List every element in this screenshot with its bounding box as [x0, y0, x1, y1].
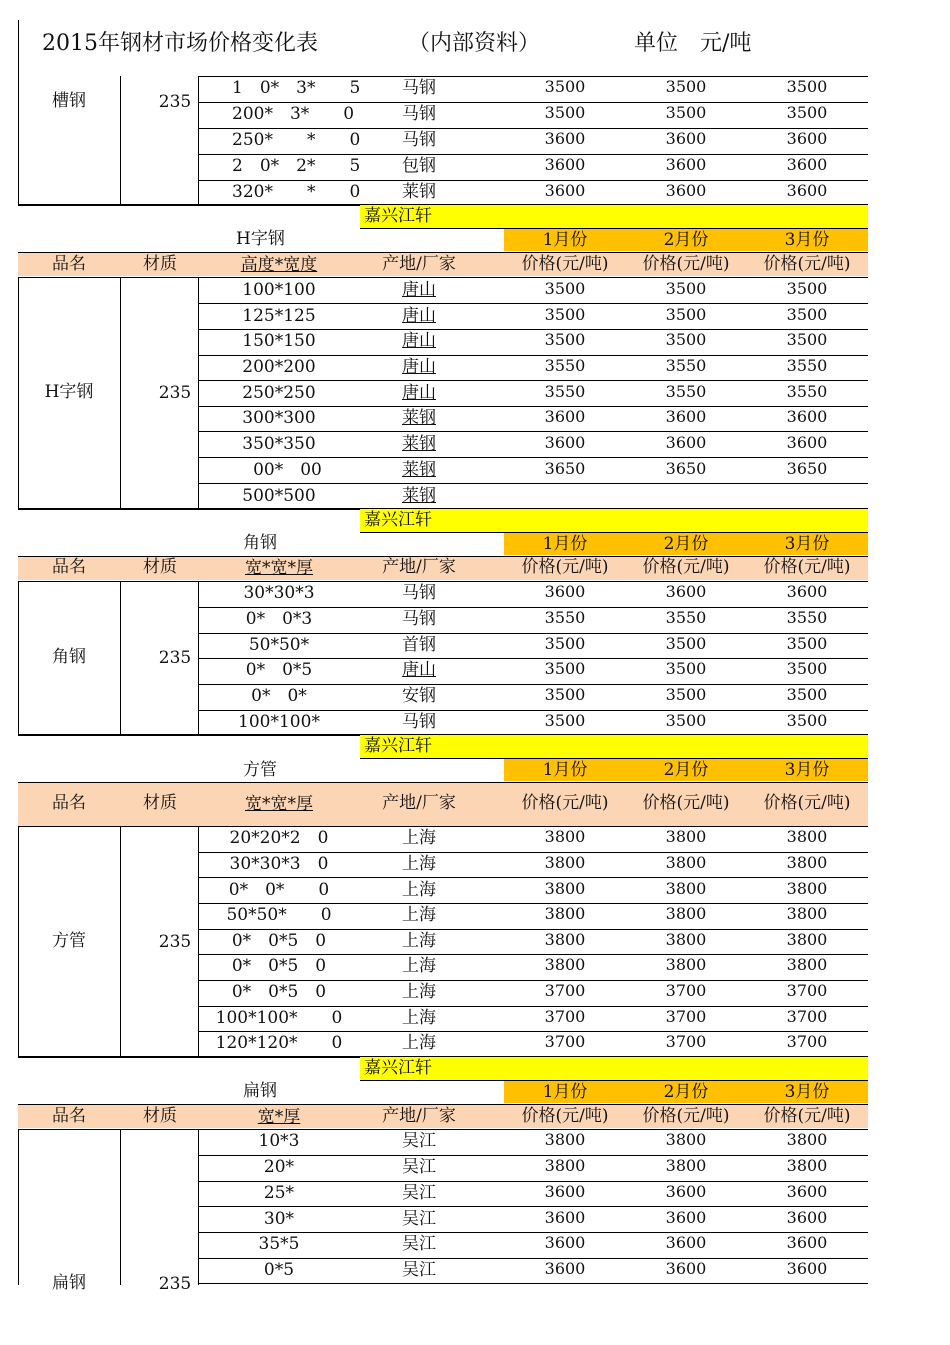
- month-label: 1月份: [542, 534, 588, 554]
- grid-line: [198, 1206, 868, 1207]
- price-cell-month-2: 3800: [665, 827, 707, 846]
- spec-cell: 0*5: [263, 1260, 295, 1280]
- spec-cell: 150*150: [242, 331, 316, 351]
- month-label: 1月份: [542, 760, 588, 780]
- price-cell-month-3: 3600: [786, 1208, 828, 1227]
- origin-cell: 唐山: [402, 660, 436, 680]
- price-cell-month-2: 3700: [665, 1007, 707, 1026]
- grid-line: [198, 877, 868, 878]
- grid-line: [198, 180, 868, 181]
- price-cell-month-1: 3700: [544, 1032, 586, 1051]
- grid-line: [198, 852, 868, 853]
- price-cell-month-1: 3800: [544, 879, 586, 898]
- banner-label: 嘉兴江轩: [364, 206, 432, 226]
- banner-highlight: [360, 1057, 868, 1080]
- origin-cell: 马钢: [402, 712, 436, 732]
- price-cell-month-2: 3600: [665, 1233, 707, 1252]
- price-cell-month-3: 3600: [786, 1182, 828, 1201]
- origin-cell: 莱钢: [402, 486, 436, 506]
- header-spec: 宽*宽*厚: [245, 558, 313, 578]
- price-cell-month-1: 3800: [544, 955, 586, 974]
- origin-cell: 包钢: [402, 156, 436, 176]
- origin-cell: 莱钢: [402, 182, 436, 202]
- price-cell-month-2: 3600: [665, 1259, 707, 1278]
- section-title: 角钢: [243, 533, 277, 553]
- price-cell-month-1: 3800: [544, 930, 586, 949]
- spec-cell: 500*500: [242, 486, 316, 506]
- header-origin: 产地/厂家: [382, 557, 456, 577]
- origin-cell: 上海: [402, 1033, 436, 1053]
- price-cell-month-2: 3600: [665, 155, 707, 174]
- spec-cell: 0* 0*5: [245, 660, 313, 680]
- origin-cell: 安钢: [402, 686, 436, 706]
- header-spec: 宽*宽*厚: [245, 794, 313, 814]
- origin-cell: 唐山: [402, 357, 436, 377]
- grid-line: [198, 1181, 868, 1182]
- price-cell-month-3: 3800: [786, 879, 828, 898]
- header-material: 材质: [143, 557, 177, 577]
- section-title: 方管: [243, 760, 277, 780]
- price-cell-month-2: 3600: [665, 181, 707, 200]
- price-cell-month-1: 3800: [544, 1156, 586, 1175]
- price-cell-month-2: 3500: [665, 634, 707, 653]
- price-cell-month-2: 3500: [665, 330, 707, 349]
- unit-label: 单位 元/吨: [634, 31, 752, 56]
- grid-line: [198, 483, 868, 484]
- price-cell-month-3: 3550: [786, 608, 828, 627]
- price-cell-month-3: 3550: [786, 356, 828, 375]
- price-cell-month-2: 3800: [665, 1130, 707, 1149]
- price-cell-month-2: 3800: [665, 853, 707, 872]
- origin-cell: 吴江: [402, 1183, 436, 1203]
- month-label: 3月份: [784, 1082, 830, 1102]
- price-cell-month-1: 3600: [544, 1233, 586, 1252]
- spec-cell: 250* * 0: [232, 130, 361, 150]
- origin-cell: 吴江: [402, 1260, 436, 1280]
- spec-cell: 0* 0*: [251, 686, 307, 706]
- grid-line: [198, 431, 868, 432]
- material: 235: [158, 383, 192, 403]
- price-cell-month-3: 3500: [786, 305, 828, 324]
- price-cell-month-1: 3500: [544, 685, 586, 704]
- spec-cell: 20*20*2 0: [229, 828, 329, 848]
- spec-cell: 00* 00: [236, 460, 322, 480]
- product-name: 角钢: [52, 647, 86, 667]
- origin-cell: 上海: [402, 982, 436, 1002]
- spec-cell: 100*100: [242, 280, 316, 300]
- month-label: 3月份: [784, 534, 830, 554]
- header-price: 价格(元/吨): [763, 793, 851, 813]
- price-cell-month-1: 3600: [544, 1259, 586, 1278]
- grid-line: [198, 1232, 868, 1233]
- price-cell-month-2: 3800: [665, 955, 707, 974]
- origin-cell: 上海: [402, 956, 436, 976]
- grid-line: [18, 252, 868, 253]
- price-cell-month-3: 3500: [786, 103, 828, 122]
- price-cell-month-1: 3500: [544, 103, 586, 122]
- price-cell-month-2: 3800: [665, 930, 707, 949]
- spec-cell: 0* 0* 0: [228, 880, 330, 900]
- spec-cell: 1 0* 3* 5: [232, 78, 361, 98]
- price-cell-month-2: 3800: [665, 879, 707, 898]
- origin-cell: 吴江: [402, 1157, 436, 1177]
- header-name: 品名: [52, 1106, 86, 1126]
- spec-cell: 125*125: [242, 306, 316, 326]
- price-cell-month-1: 3800: [544, 1130, 586, 1149]
- product-name: 方管: [52, 931, 86, 951]
- price-cell-month-2: 3600: [665, 1208, 707, 1227]
- price-cell-month-2: 3500: [665, 305, 707, 324]
- origin-cell: 马钢: [402, 583, 436, 603]
- price-cell-month-1: 3500: [544, 305, 586, 324]
- price-cell-month-1: 3600: [544, 407, 586, 426]
- grid-line: [198, 1283, 868, 1284]
- grid-line: [198, 329, 868, 330]
- month-label: 1月份: [542, 1082, 588, 1102]
- grid-line: [18, 1129, 19, 1285]
- price-cell-month-3: 3500: [786, 711, 828, 730]
- price-cell-month-3: 3700: [786, 1007, 828, 1026]
- price-cell-month-3: 3550: [786, 382, 828, 401]
- price-cell-month-3: 3500: [786, 659, 828, 678]
- grid-line: [18, 826, 868, 827]
- spec-cell: 50*50*: [248, 635, 310, 655]
- price-cell-month-2: 3700: [665, 1032, 707, 1051]
- price-cell-month-3: 3700: [786, 1032, 828, 1051]
- header-name: 品名: [52, 254, 86, 274]
- price-cell-month-2: 3800: [665, 904, 707, 923]
- grid-line: [198, 457, 868, 458]
- price-cell-month-3: 3650: [786, 459, 828, 478]
- header-price: 价格(元/吨): [642, 254, 730, 274]
- spec-cell: 10*3: [258, 1131, 300, 1151]
- header-price: 价格(元/吨): [763, 254, 851, 274]
- header-name: 品名: [52, 793, 86, 813]
- price-cell-month-1: 3500: [544, 279, 586, 298]
- origin-cell: 吴江: [402, 1131, 436, 1151]
- origin-cell: 首钢: [402, 635, 436, 655]
- header-price: 价格(元/吨): [642, 1106, 730, 1126]
- origin-cell: 马钢: [402, 130, 436, 150]
- grid-line: [198, 128, 868, 129]
- origin-cell: 唐山: [402, 331, 436, 351]
- origin-cell: 莱钢: [402, 434, 436, 454]
- spec-cell: 30*30*3: [243, 583, 315, 603]
- grid-line: [198, 1031, 868, 1032]
- price-cell-month-1: 3500: [544, 711, 586, 730]
- origin-cell: 唐山: [402, 383, 436, 403]
- product-name: H字钢: [44, 382, 94, 402]
- price-cell-month-2: 3800: [665, 1156, 707, 1175]
- header-origin: 产地/厂家: [382, 1106, 456, 1126]
- grid-line: [198, 102, 868, 103]
- price-cell-month-3: 3500: [786, 279, 828, 298]
- price-cell-month-1: 3500: [544, 659, 586, 678]
- spec-cell: 25*: [263, 1183, 295, 1203]
- spec-cell: 0* 0*5 0: [231, 982, 327, 1002]
- origin-cell: 唐山: [402, 306, 436, 326]
- header-price: 价格(元/吨): [521, 793, 609, 813]
- material: 235: [158, 92, 192, 112]
- grid-line: [198, 903, 868, 904]
- grid-line: [198, 154, 868, 155]
- price-cell-month-3: 3600: [786, 1233, 828, 1252]
- origin-cell: 唐山: [402, 280, 436, 300]
- banner-label: 嘉兴江轩: [364, 510, 432, 530]
- price-cell-month-3: 3700: [786, 981, 828, 1000]
- grid-line: [18, 277, 868, 278]
- price-cell-month-2: 3550: [665, 356, 707, 375]
- banner-highlight: [360, 509, 868, 532]
- price-cell-month-3: 3800: [786, 955, 828, 974]
- origin-cell: 吴江: [402, 1234, 436, 1254]
- header-material: 材质: [143, 254, 177, 274]
- price-cell-month-1: 3600: [544, 1208, 586, 1227]
- price-cell-month-1: 3650: [544, 459, 586, 478]
- price-cell-month-2: 3550: [665, 608, 707, 627]
- grid-line: [198, 710, 868, 711]
- price-cell-month-1: 3700: [544, 981, 586, 1000]
- price-cell-month-3: 3600: [786, 433, 828, 452]
- grid-line: [198, 1258, 868, 1259]
- header-price: 价格(元/吨): [521, 1106, 609, 1126]
- price-cell-month-3: 3500: [786, 77, 828, 96]
- header-price: 价格(元/吨): [642, 793, 730, 813]
- spec-cell: 320* * 0: [232, 182, 361, 202]
- spec-cell: 20*: [263, 1157, 295, 1177]
- header-price: 价格(元/吨): [521, 557, 609, 577]
- origin-cell: 马钢: [402, 609, 436, 629]
- price-cell-month-3: 3600: [786, 129, 828, 148]
- grid-line: [198, 1006, 868, 1007]
- grid-line: [120, 1129, 121, 1285]
- spec-cell: 100*100*: [238, 712, 320, 732]
- price-cell-month-2: 3500: [665, 711, 707, 730]
- origin-cell: 上海: [402, 854, 436, 874]
- header-origin: 产地/厂家: [382, 793, 456, 813]
- price-cell-month-3: 3800: [786, 853, 828, 872]
- banner-highlight: [360, 205, 868, 228]
- spec-cell: 35*5: [258, 1234, 300, 1254]
- header-material: 材质: [143, 1106, 177, 1126]
- header-spec: 宽*厚: [257, 1107, 301, 1127]
- price-cell-month-1: 3600: [544, 155, 586, 174]
- price-cell-month-2: 3500: [665, 103, 707, 122]
- grid-line: [198, 954, 868, 955]
- section-title: H字钢: [236, 229, 285, 249]
- spec-cell: 2 0* 2* 5: [232, 156, 361, 176]
- header-origin: 产地/厂家: [382, 254, 456, 274]
- origin-cell: 莱钢: [402, 408, 436, 428]
- grid-line: [198, 658, 868, 659]
- price-cell-month-3: 3800: [786, 904, 828, 923]
- price-cell-month-1: 3800: [544, 904, 586, 923]
- price-cell-month-1: 3600: [544, 129, 586, 148]
- origin-cell: 马钢: [402, 78, 436, 98]
- section-title: 扁钢: [243, 1081, 277, 1101]
- price-cell-month-3: 3600: [786, 1259, 828, 1278]
- price-cell-month-1: 3500: [544, 330, 586, 349]
- price-cell-month-3: 3600: [786, 155, 828, 174]
- grid-line: [18, 581, 868, 582]
- price-cell-month-1: 3550: [544, 382, 586, 401]
- month-label: 2月份: [663, 1082, 709, 1102]
- header-price: 价格(元/吨): [763, 557, 851, 577]
- price-cell-month-2: 3500: [665, 279, 707, 298]
- price-cell-month-2: 3600: [665, 1182, 707, 1201]
- header-price: 价格(元/吨): [763, 1106, 851, 1126]
- spec-cell: 200* 3* 0: [232, 104, 355, 124]
- price-cell-month-3: 3600: [786, 181, 828, 200]
- spec-cell: 350*350: [242, 434, 316, 454]
- grid-line: [18, 556, 868, 557]
- spec-cell: 0* 0*5 0: [231, 931, 327, 951]
- price-cell-month-3: 3500: [786, 634, 828, 653]
- grid-line: [198, 303, 868, 304]
- spec-cell: 0* 0*3: [245, 609, 313, 629]
- month-label: 2月份: [663, 760, 709, 780]
- price-cell-month-2: 3500: [665, 685, 707, 704]
- price-cell-month-2: 3500: [665, 77, 707, 96]
- banner-label: 嘉兴江轩: [364, 1058, 432, 1078]
- grid-line: [198, 355, 868, 356]
- price-cell-month-3: 3800: [786, 827, 828, 846]
- price-cell-month-1: 3600: [544, 1182, 586, 1201]
- material: 235: [158, 932, 192, 952]
- header-price: 价格(元/吨): [642, 557, 730, 577]
- grid-line: [198, 684, 868, 685]
- spec-cell: 200*200: [242, 357, 316, 377]
- price-cell-month-3: 3600: [786, 582, 828, 601]
- origin-cell: 马钢: [402, 104, 436, 124]
- price-cell-month-3: 3800: [786, 930, 828, 949]
- spec-cell: 30*: [263, 1209, 295, 1229]
- grid-line: [198, 607, 868, 608]
- price-cell-month-2: 3600: [665, 129, 707, 148]
- price-cell-month-1: 3500: [544, 634, 586, 653]
- month-label: 2月份: [663, 230, 709, 250]
- grid-line: [18, 782, 868, 783]
- price-cell-month-1: 3550: [544, 608, 586, 627]
- header-name: 品名: [52, 557, 86, 577]
- spec-cell: 50*50* 0: [226, 905, 332, 925]
- price-cell-month-3: 3600: [786, 407, 828, 426]
- material: 235: [158, 648, 192, 668]
- origin-cell: 上海: [402, 828, 436, 848]
- price-cell-month-1: 3600: [544, 433, 586, 452]
- price-cell-month-1: 3800: [544, 827, 586, 846]
- material: 235: [158, 1274, 192, 1294]
- price-cell-month-1: 3600: [544, 582, 586, 601]
- price-cell-month-3: 3800: [786, 1130, 828, 1149]
- price-cell-month-2: 3650: [665, 459, 707, 478]
- grid-line: [198, 1155, 868, 1156]
- spec-cell: 250*250: [242, 383, 316, 403]
- grid-line: [18, 1129, 868, 1130]
- origin-cell: 上海: [402, 905, 436, 925]
- grid-line: [18, 1104, 868, 1105]
- price-cell-month-1: 3800: [544, 853, 586, 872]
- origin-cell: 莱钢: [402, 460, 436, 480]
- spec-cell: 30*30*3 0: [229, 854, 329, 874]
- grid-line: [198, 929, 868, 930]
- product-name: 槽钢: [52, 91, 86, 111]
- page-title: 2015年钢材市场价格变化表: [42, 31, 318, 56]
- origin-cell: 吴江: [402, 1209, 436, 1229]
- price-cell-month-2: 3600: [665, 407, 707, 426]
- month-label: 3月份: [784, 760, 830, 780]
- month-label: 1月份: [542, 230, 588, 250]
- price-cell-month-2: 3550: [665, 382, 707, 401]
- month-label: 3月份: [784, 230, 830, 250]
- price-cell-month-1: 3600: [544, 181, 586, 200]
- header-material: 材质: [143, 793, 177, 813]
- origin-cell: 上海: [402, 931, 436, 951]
- price-cell-month-1: 3500: [544, 77, 586, 96]
- header-price: 价格(元/吨): [521, 254, 609, 274]
- sheet-left-border: [18, 20, 19, 76]
- banner-highlight: [360, 735, 868, 758]
- header-spec: 高度*宽度: [240, 255, 318, 275]
- origin-cell: 上海: [402, 1008, 436, 1028]
- product-name: 扁钢: [52, 1273, 86, 1293]
- spec-cell: 300*300: [242, 408, 316, 428]
- price-cell-month-2: 3700: [665, 981, 707, 1000]
- price-cell-month-3: 3500: [786, 685, 828, 704]
- price-cell-month-3: 3800: [786, 1156, 828, 1175]
- grid-line: [198, 633, 868, 634]
- grid-line: [198, 980, 868, 981]
- grid-line: [198, 406, 868, 407]
- month-label: 2月份: [663, 534, 709, 554]
- grid-line: [198, 380, 868, 381]
- price-cell-month-1: 3700: [544, 1007, 586, 1026]
- spec-cell: 120*120* 0: [215, 1033, 343, 1053]
- price-cell-month-3: 3500: [786, 330, 828, 349]
- price-cell-month-1: 3550: [544, 356, 586, 375]
- internal-note: （内部资料）: [408, 31, 541, 56]
- price-cell-month-2: 3600: [665, 582, 707, 601]
- banner-label: 嘉兴江轩: [364, 736, 432, 756]
- origin-cell: 上海: [402, 880, 436, 900]
- price-cell-month-2: 3500: [665, 659, 707, 678]
- grid-line: [198, 76, 868, 77]
- price-cell-month-2: 3600: [665, 433, 707, 452]
- spec-cell: 100*100* 0: [215, 1008, 343, 1028]
- spec-cell: 0* 0*5 0: [231, 956, 327, 976]
